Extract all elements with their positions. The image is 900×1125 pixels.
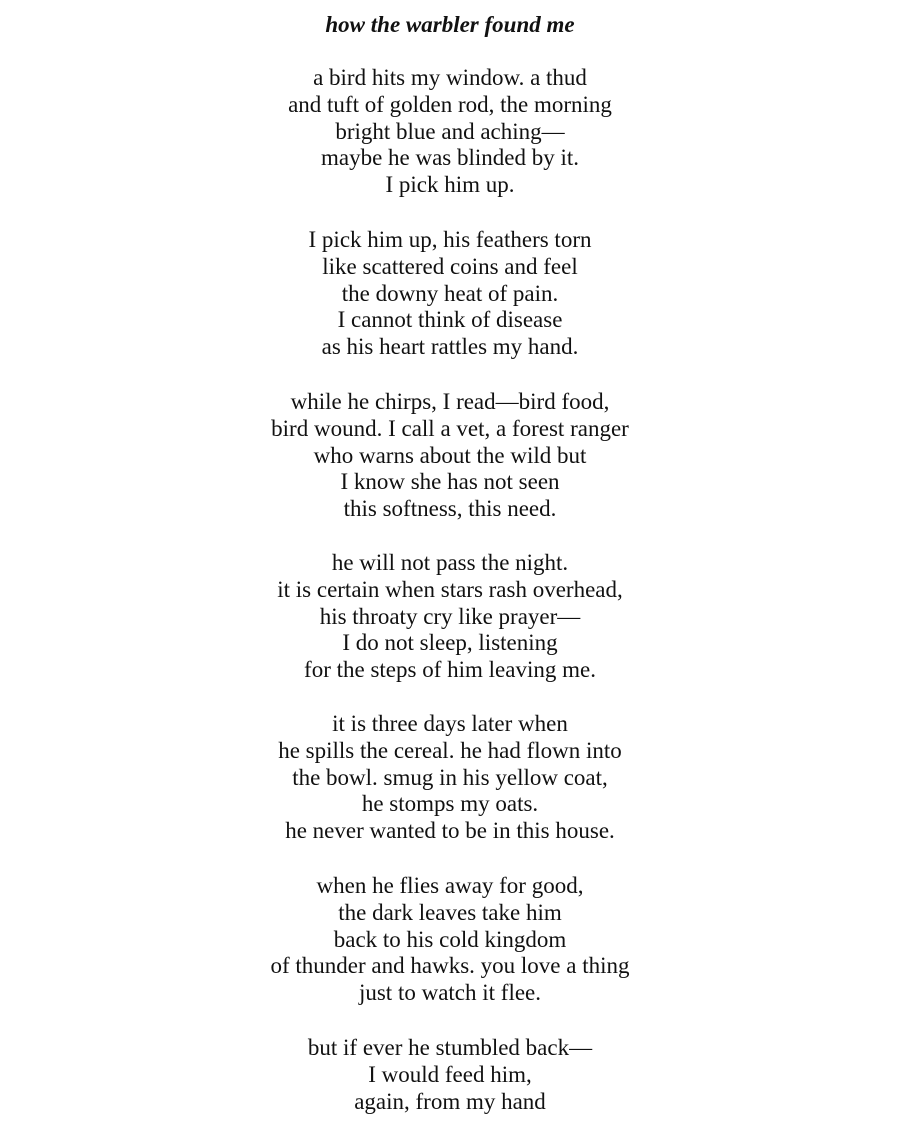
poem-line: I know she has not seen	[340, 469, 560, 495]
stanza-1	[0, 65, 900, 199]
poem-line: just to watch it flee.	[358, 980, 542, 1006]
poem-line: but if ever he stumbled back—	[307, 1035, 593, 1060]
poem-line: I do not sleep, listening	[342, 630, 558, 656]
poem-line: of thunder and hawks. you love a thing	[270, 953, 630, 979]
poem-line: I would feed him,	[368, 1061, 532, 1087]
stanza-5	[0, 711, 900, 845]
poem-line: and tuft of golden rod, the morning	[288, 91, 612, 117]
poem-line: I cannot think of disease	[337, 307, 563, 333]
poem-line: the dark leaves take him	[338, 899, 562, 925]
poem-line: the bowl. smug in his yellow coat,	[292, 764, 608, 790]
poem-line: this softness, this need.	[343, 496, 557, 522]
poem-line: maybe he was blinded by it.	[320, 145, 580, 171]
poem-line: I pick him up.	[385, 172, 515, 198]
poem-line: when he flies away for good,	[316, 873, 584, 898]
poem-line: it is certain when stars rash overhead,	[277, 576, 623, 602]
poem-line: he will not pass the night.	[331, 550, 569, 575]
poem-line: back to his cold kingdom	[333, 926, 567, 952]
poem-title: how the warbler found me	[325, 12, 575, 37]
poem-line: he never wanted to be in this house.	[285, 818, 615, 844]
poem-line: like scattered coins and feel	[322, 253, 578, 279]
poem-line: the downy heat of pain.	[341, 280, 559, 306]
poem-line: his throaty cry like prayer—	[319, 603, 581, 629]
stanza-3	[0, 389, 900, 523]
poem-line: I pick him up, his feathers torn	[308, 227, 592, 252]
poem-line: as his heart rattles my hand.	[321, 334, 579, 360]
poem-line: bird wound. I call a vet, a forest ranger	[271, 415, 629, 441]
stanza-7	[0, 1035, 900, 1115]
poem-line: bright blue and aching—	[335, 118, 565, 144]
poem-line: it is three days later when	[332, 711, 568, 736]
stanza-6	[0, 873, 900, 1007]
poem-line: while he chirps, I read—bird food,	[290, 389, 610, 414]
poem-line: he spills the cereal. he had flown into	[278, 737, 622, 763]
poem-line: again, from my hand	[354, 1088, 546, 1114]
stanza-2	[0, 227, 900, 361]
poem-line: he stomps my oats.	[361, 791, 539, 817]
stanza-4	[0, 550, 900, 684]
poem-line: for the steps of him leaving me.	[304, 657, 596, 683]
poem-line: who warns about the wild but	[313, 442, 587, 468]
poem-line: a bird hits my window. a thud	[313, 65, 587, 90]
